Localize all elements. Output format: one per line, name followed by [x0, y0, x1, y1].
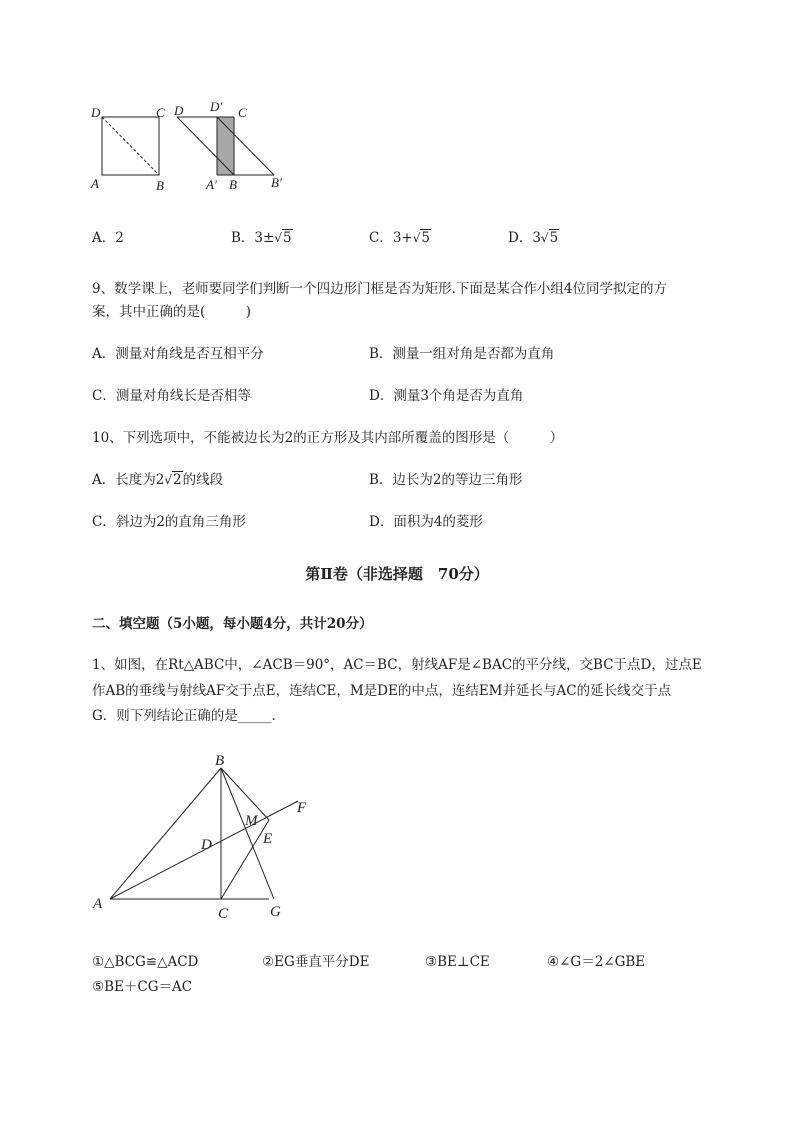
fq1-line3: G．则下列结论正确的是_____.	[92, 708, 276, 724]
segment-CE	[221, 820, 269, 899]
section2-heading: 二、填空题（5小题，每小题4分，共计20分）	[92, 616, 373, 632]
label-right-Aprime: A′	[206, 177, 217, 192]
label-right-Bprime: B′	[271, 175, 282, 190]
fq1-line2: 作AB的垂线与射线AF交于点E，连结CE，M是DE的中点，连结EM并延长与AC的延长线交于点	[92, 683, 672, 699]
fig1-label-C: C	[218, 906, 229, 922]
q10-option-b: B．边长为2的等边三角形	[369, 472, 523, 488]
label-left-B: B	[156, 178, 164, 193]
q10-option-a-prefix: A．长度为2	[92, 472, 165, 488]
label-right-C: C	[238, 105, 247, 120]
part2-title: 第Ⅱ卷（非选择题 70分）	[305, 565, 489, 583]
fig1-label-D: D	[201, 837, 212, 853]
fig1-label-A: A	[93, 896, 103, 912]
conclusion-3: ③BE⊥CE	[425, 954, 490, 970]
label-right-Dprime: D′	[210, 99, 223, 114]
q10-stem: 10、下列选项中，不能被边长为2的正方形及其内部所覆盖的图形是（ ）	[92, 430, 564, 446]
q9-option-b: B．测量一组对角是否都为直角	[369, 346, 555, 362]
fig1-label-M: M	[245, 813, 258, 829]
q10-option-a: A．长度为2√2的线段	[92, 472, 224, 488]
label-right-D: D	[174, 103, 184, 118]
q10-option-a-suffix: 的线段	[182, 472, 224, 488]
fig1-label-B: B	[215, 753, 225, 769]
q8-figure	[85, 95, 295, 200]
q8-option-d-root: 5	[549, 230, 559, 246]
label-right-B: B	[229, 177, 237, 192]
q8-option-c: C．3+√5	[369, 230, 430, 246]
fig1-label-E: E	[263, 831, 273, 847]
q8-option-b: B．3±√5	[231, 230, 292, 246]
q10-option-c: C．斜边为2的直角三角形	[92, 514, 246, 530]
dashed-diagonal	[102, 117, 159, 175]
segment-AB	[110, 768, 221, 899]
fq1-line1: 1、如图，在Rt△ABC中，∠ACB＝90°，AC＝BC，射线AF是∠BAC的平分线，交BC于点D，过点E	[92, 657, 702, 673]
label-left-D: D	[91, 105, 101, 120]
q8-option-b-root: 5	[282, 230, 292, 246]
q9-stem-line2: 案，其中正确的是( )	[92, 304, 252, 320]
q8-option-a: A．2	[92, 230, 124, 246]
q10-option-a-root: 2	[173, 472, 182, 488]
q8-option-c-prefix: C．3+	[369, 230, 413, 246]
conclusion-2: ②EG垂直平分DE	[262, 954, 370, 970]
q9-option-d: D．测量3个角是否为直角	[369, 388, 524, 404]
label-left-A: A	[91, 176, 99, 191]
fq1-figure	[85, 750, 325, 925]
q8-option-c-root: 5	[421, 230, 430, 246]
q9-option-a: A．测量对角线是否互相平分	[92, 346, 264, 362]
q8-option-d: D．3√5	[508, 230, 559, 246]
q8-option-b-prefix: B．3±	[231, 230, 275, 246]
fig1-label-G: G	[270, 904, 281, 920]
q9-option-c: C．测量对角线长是否相等	[92, 388, 251, 404]
label-left-C: C	[156, 105, 165, 120]
conclusion-1: ①△BCG≌△ACD	[92, 954, 199, 970]
conclusion-4: ④∠G＝2∠GBE	[547, 954, 646, 970]
q10-option-d: D．面积为4的菱形	[369, 514, 483, 530]
conclusion-5: ⑤BE＋CG＝AC	[92, 979, 193, 995]
q8-option-d-prefix: D．3	[508, 230, 541, 246]
q9-stem-line1: 9、数学课上，老师要同学们判断一个四边形门框是否为矩形.下面是某合作小组4位同学拟定的方	[92, 281, 667, 297]
fig1-label-F: F	[297, 800, 307, 816]
